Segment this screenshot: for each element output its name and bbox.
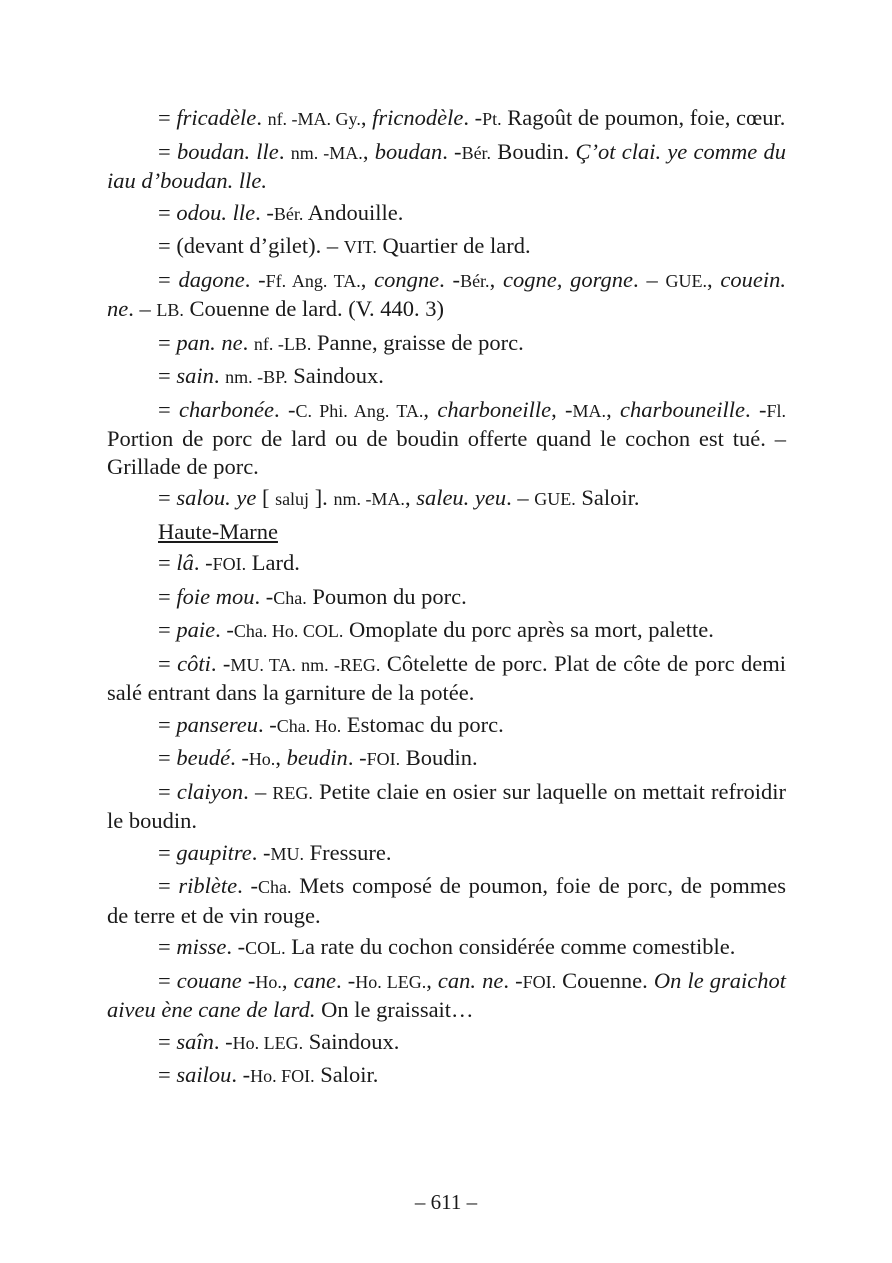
entry-abbreviation: GUE. — [665, 270, 707, 291]
entry-term: lâ — [176, 550, 194, 575]
dictionary-entry — [107, 329, 786, 359]
entry-text: . - — [237, 873, 259, 898]
entry-abbreviation: Ho. — [255, 971, 282, 992]
entry-text: On le graissait… — [315, 997, 474, 1022]
entry-text: . – — [128, 296, 157, 321]
entry-text: = — [158, 266, 179, 292]
entry-term: boudan. lle — [176, 138, 279, 164]
dictionary-entry — [107, 778, 786, 835]
dictionary-entry — [107, 583, 786, 613]
entry-abbreviation: MU. TA. nm. -REG. — [230, 654, 381, 675]
entry-text: . - — [336, 967, 356, 993]
entry-term: sailou — [176, 1062, 232, 1087]
entry-text: Saindoux. — [287, 363, 384, 388]
entry-text: = (devant d’gilet). – — [158, 233, 344, 258]
entry-abbreviation: COL. — [245, 938, 286, 958]
entry-text: = — [158, 396, 180, 422]
entry-term: saîn — [176, 1028, 214, 1054]
dictionary-entry — [107, 138, 786, 195]
entry-text: La rate du cochon considérée comme comestible. — [285, 934, 736, 959]
entry-text: . - — [257, 711, 277, 737]
entry-text: Fressure. — [304, 839, 392, 865]
dictionary-entry — [107, 199, 786, 229]
entry-text: . - — [503, 967, 523, 993]
entry-text: Saloir. — [575, 485, 640, 510]
entry-text: . – — [506, 485, 535, 510]
entry-text: Andouille. — [303, 199, 404, 225]
entry-abbreviation: FOI. — [212, 554, 247, 574]
entry-text: Panne, graisse de porc. — [311, 329, 524, 355]
entry-abbreviation: saluj — [275, 489, 310, 509]
entry-text: Lard. — [246, 550, 300, 575]
entry-text: = — [158, 329, 177, 355]
entry-term: salou. ye — [176, 485, 257, 510]
dictionary-entry — [107, 396, 786, 481]
entry-term: fricnodèle — [372, 105, 464, 130]
entry-text: . - — [347, 745, 367, 770]
entry-term: gaupitre — [176, 839, 252, 865]
entry-term: paie — [176, 617, 216, 642]
dictionary-entry — [107, 232, 786, 262]
entry-abbreviation: LB. — [156, 300, 184, 320]
entry-term: fricadèle — [176, 105, 257, 130]
entry-text: Mets composé de poumon, foie de porc, de pommes de terre et de vin rouge. — [107, 873, 786, 928]
entry-text: , — [489, 266, 503, 292]
entry-text: = — [158, 138, 177, 164]
entry-text: . — [213, 363, 226, 388]
entry-text: Poumon du porc. — [306, 583, 467, 609]
entry-text: Estomac du porc. — [341, 711, 504, 737]
entry-text: . - — [226, 934, 246, 959]
entry-abbreviation: Bér. — [460, 270, 490, 291]
entry-text: Omoplate du porc après sa mort, palette. — [343, 617, 714, 642]
entry-text: . - — [215, 617, 234, 642]
entry-text: . - — [193, 550, 213, 575]
entry-text: = — [158, 745, 177, 770]
dictionary-entry — [107, 933, 786, 963]
entry-abbreviation: nm. -BP. — [225, 367, 288, 387]
entry-term: couane — [176, 967, 242, 993]
entry-term: couein. ne — [107, 266, 787, 321]
entry-text: [ — [256, 485, 276, 510]
entry-text: , — [426, 967, 438, 993]
entry-term: odou. lle — [176, 199, 256, 225]
entry-abbreviation: Bér. — [461, 142, 492, 163]
entry-text: = — [158, 199, 177, 225]
dictionary-entry — [107, 266, 786, 325]
entry-text: Saloir. — [314, 1062, 379, 1087]
entry-abbreviation: Ho. LEG. — [355, 971, 427, 992]
dictionary-entry — [107, 616, 786, 646]
entry-text: . – — [633, 266, 666, 292]
entry-text: . — [256, 105, 268, 130]
entry-text: = — [158, 617, 177, 642]
entry-term: foie mou — [176, 583, 255, 609]
dictionary-entry — [107, 711, 786, 741]
entry-text: , — [281, 967, 294, 993]
entry-text: , — [362, 138, 375, 164]
entry-text: . - — [244, 266, 266, 292]
entry-text: = — [158, 363, 177, 388]
entry-term: pan. ne — [176, 329, 243, 355]
entry-text: Côtelette de porc. Plat de côte de porc demi salé entrant dans la garniture de la potée. — [107, 650, 786, 705]
entry-text: . - — [251, 839, 271, 865]
dictionary-entry — [107, 362, 786, 392]
entry-term: Ç’ot clai. ye comme du iau d’boudan. lle. — [107, 138, 787, 193]
entry-term: saleu. yeu — [416, 485, 507, 510]
entry-text: , — [275, 745, 287, 770]
section-heading: Haute-Marne — [158, 518, 278, 544]
entry-abbreviation: MA. — [572, 400, 607, 421]
entry-abbreviation: VIT. — [343, 237, 377, 257]
entry-abbreviation: Ho. FOI. — [250, 1066, 315, 1086]
entry-abbreviation: Cha. Ho. COL. — [233, 621, 344, 641]
entry-text: Portion de porc de lard ou de boudin offerte quand le cochon est tué. – Grillade de porc. — [107, 426, 786, 479]
entry-term: misse — [176, 934, 227, 959]
entry-text: Ragoût de poumon, foie, cœur. — [501, 105, 786, 130]
dictionary-entry — [107, 1061, 786, 1091]
entry-text: = — [158, 873, 179, 898]
entry-text: Boudin. — [491, 138, 576, 164]
entry-text: . - — [213, 1028, 233, 1054]
entry-term: congne — [374, 266, 440, 292]
entry-abbreviation: Cha. Ho. — [276, 715, 342, 736]
dictionary-entry — [107, 549, 786, 579]
entry-text: = — [158, 583, 177, 609]
entry-text: = — [158, 778, 177, 804]
entry-abbreviation: Ho. — [248, 749, 276, 769]
entry-term: On le graichot aiveu ène cane de lard. — [107, 967, 787, 1022]
entry-text: = — [158, 967, 177, 993]
entry-abbreviation: nf. -LB. — [253, 333, 312, 354]
entry-abbreviation: FOI. — [522, 971, 557, 992]
entry-abbreviation: Cha. — [258, 877, 292, 897]
entry-text: . - — [274, 396, 296, 422]
entry-text: . - — [745, 396, 767, 422]
entry-text: , — [707, 266, 721, 292]
entry-term: côti — [177, 650, 211, 676]
entry-term: beudin — [286, 745, 348, 770]
entry-text: = — [158, 1062, 177, 1087]
entry-text: - — [241, 967, 256, 993]
entry-text: . — [278, 138, 291, 164]
entry-text: = — [158, 550, 177, 575]
entry-abbreviation: MU. — [270, 843, 305, 864]
entry-text: . - — [463, 105, 483, 130]
entry-text: = — [158, 839, 177, 865]
dictionary-entry — [107, 967, 786, 1024]
dictionary-entry — [107, 872, 786, 929]
entry-term: charbouneille — [620, 396, 746, 422]
entry-term: beudé — [176, 745, 231, 770]
entry-abbreviation: Ff. Ang. TA. — [265, 270, 361, 291]
dictionary-entry — [107, 1028, 786, 1058]
dictionary-entry — [107, 484, 786, 514]
entry-term: boudan — [374, 138, 443, 164]
entry-abbreviation: Bér. — [273, 203, 304, 224]
entry-abbreviation: C. Phi. Ang. TA. — [295, 400, 424, 421]
entry-abbreviation: nm. -MA. — [290, 142, 363, 163]
entry-list — [107, 104, 786, 514]
entry-abbreviation: GUE. — [534, 489, 576, 509]
entry-text: . - — [442, 138, 462, 164]
entry-text: Quartier de lard. — [376, 233, 531, 258]
entry-text: Petite claie en osier sur laquelle on mettait refroidir le boudin. — [107, 778, 787, 833]
entry-term: claiyon — [176, 778, 244, 804]
entry-text: Saindoux. — [303, 1028, 400, 1054]
entry-term: cogne, gorgne — [502, 266, 634, 292]
entry-abbreviation: Pt. — [482, 109, 502, 129]
dictionary-entry — [107, 104, 786, 134]
entry-abbreviation: nm. -MA. — [333, 489, 405, 509]
dictionary-entry — [107, 744, 786, 774]
entry-text: . — [242, 329, 254, 355]
entry-text: , — [423, 396, 438, 422]
entry-text: Couenne. — [556, 967, 654, 993]
entry-list — [107, 549, 786, 1091]
entry-text: . - — [210, 650, 231, 676]
entry-text: = — [158, 650, 178, 676]
entry-abbreviation: nf. -MA. Gy. — [267, 109, 361, 129]
entry-text: = — [158, 485, 177, 510]
entry-abbreviation: REG. — [272, 782, 313, 803]
entry-term: cane — [293, 967, 337, 993]
entry-text: = — [158, 105, 177, 130]
entry-term: sain — [176, 363, 214, 388]
entry-text: , — [360, 266, 375, 292]
entry-term: riblète — [178, 873, 238, 898]
entry-text: , — [404, 485, 417, 510]
entry-term: can. ne — [437, 967, 504, 993]
entry-text: . - — [439, 266, 461, 292]
entry-text: = — [158, 934, 177, 959]
entry-term: charbonée — [179, 396, 274, 422]
entry-abbreviation: Fl. — [766, 400, 786, 421]
entry-text: . - — [255, 199, 274, 225]
entry-term: dagone — [178, 266, 245, 292]
dictionary-entry — [107, 839, 786, 869]
page-body — [107, 104, 786, 1095]
entry-term: pansereu — [176, 711, 258, 737]
entry-text: = — [158, 1028, 177, 1054]
entry-text: , — [360, 105, 373, 130]
entry-text: . - — [254, 583, 274, 609]
page-number: – 611 – — [414, 1190, 478, 1214]
entry-text: , - — [551, 396, 573, 422]
entry-text: Boudin. — [400, 745, 478, 770]
entry-text: , — [606, 396, 621, 422]
entry-abbreviation: Ho. LEG. — [232, 1032, 304, 1053]
entry-text: Couenne de lard. (V. 440. 3) — [183, 296, 445, 321]
entry-text: ]. — [309, 485, 334, 510]
entry-text: . - — [231, 1062, 251, 1087]
entry-text: . – — [243, 778, 273, 804]
entry-term: charboneille — [437, 396, 552, 422]
entry-text: = — [158, 711, 177, 737]
entry-abbreviation: FOI. — [366, 749, 401, 769]
dictionary-entry — [107, 650, 786, 707]
entry-text: . - — [230, 745, 249, 770]
entry-abbreviation: Cha. — [273, 587, 307, 608]
